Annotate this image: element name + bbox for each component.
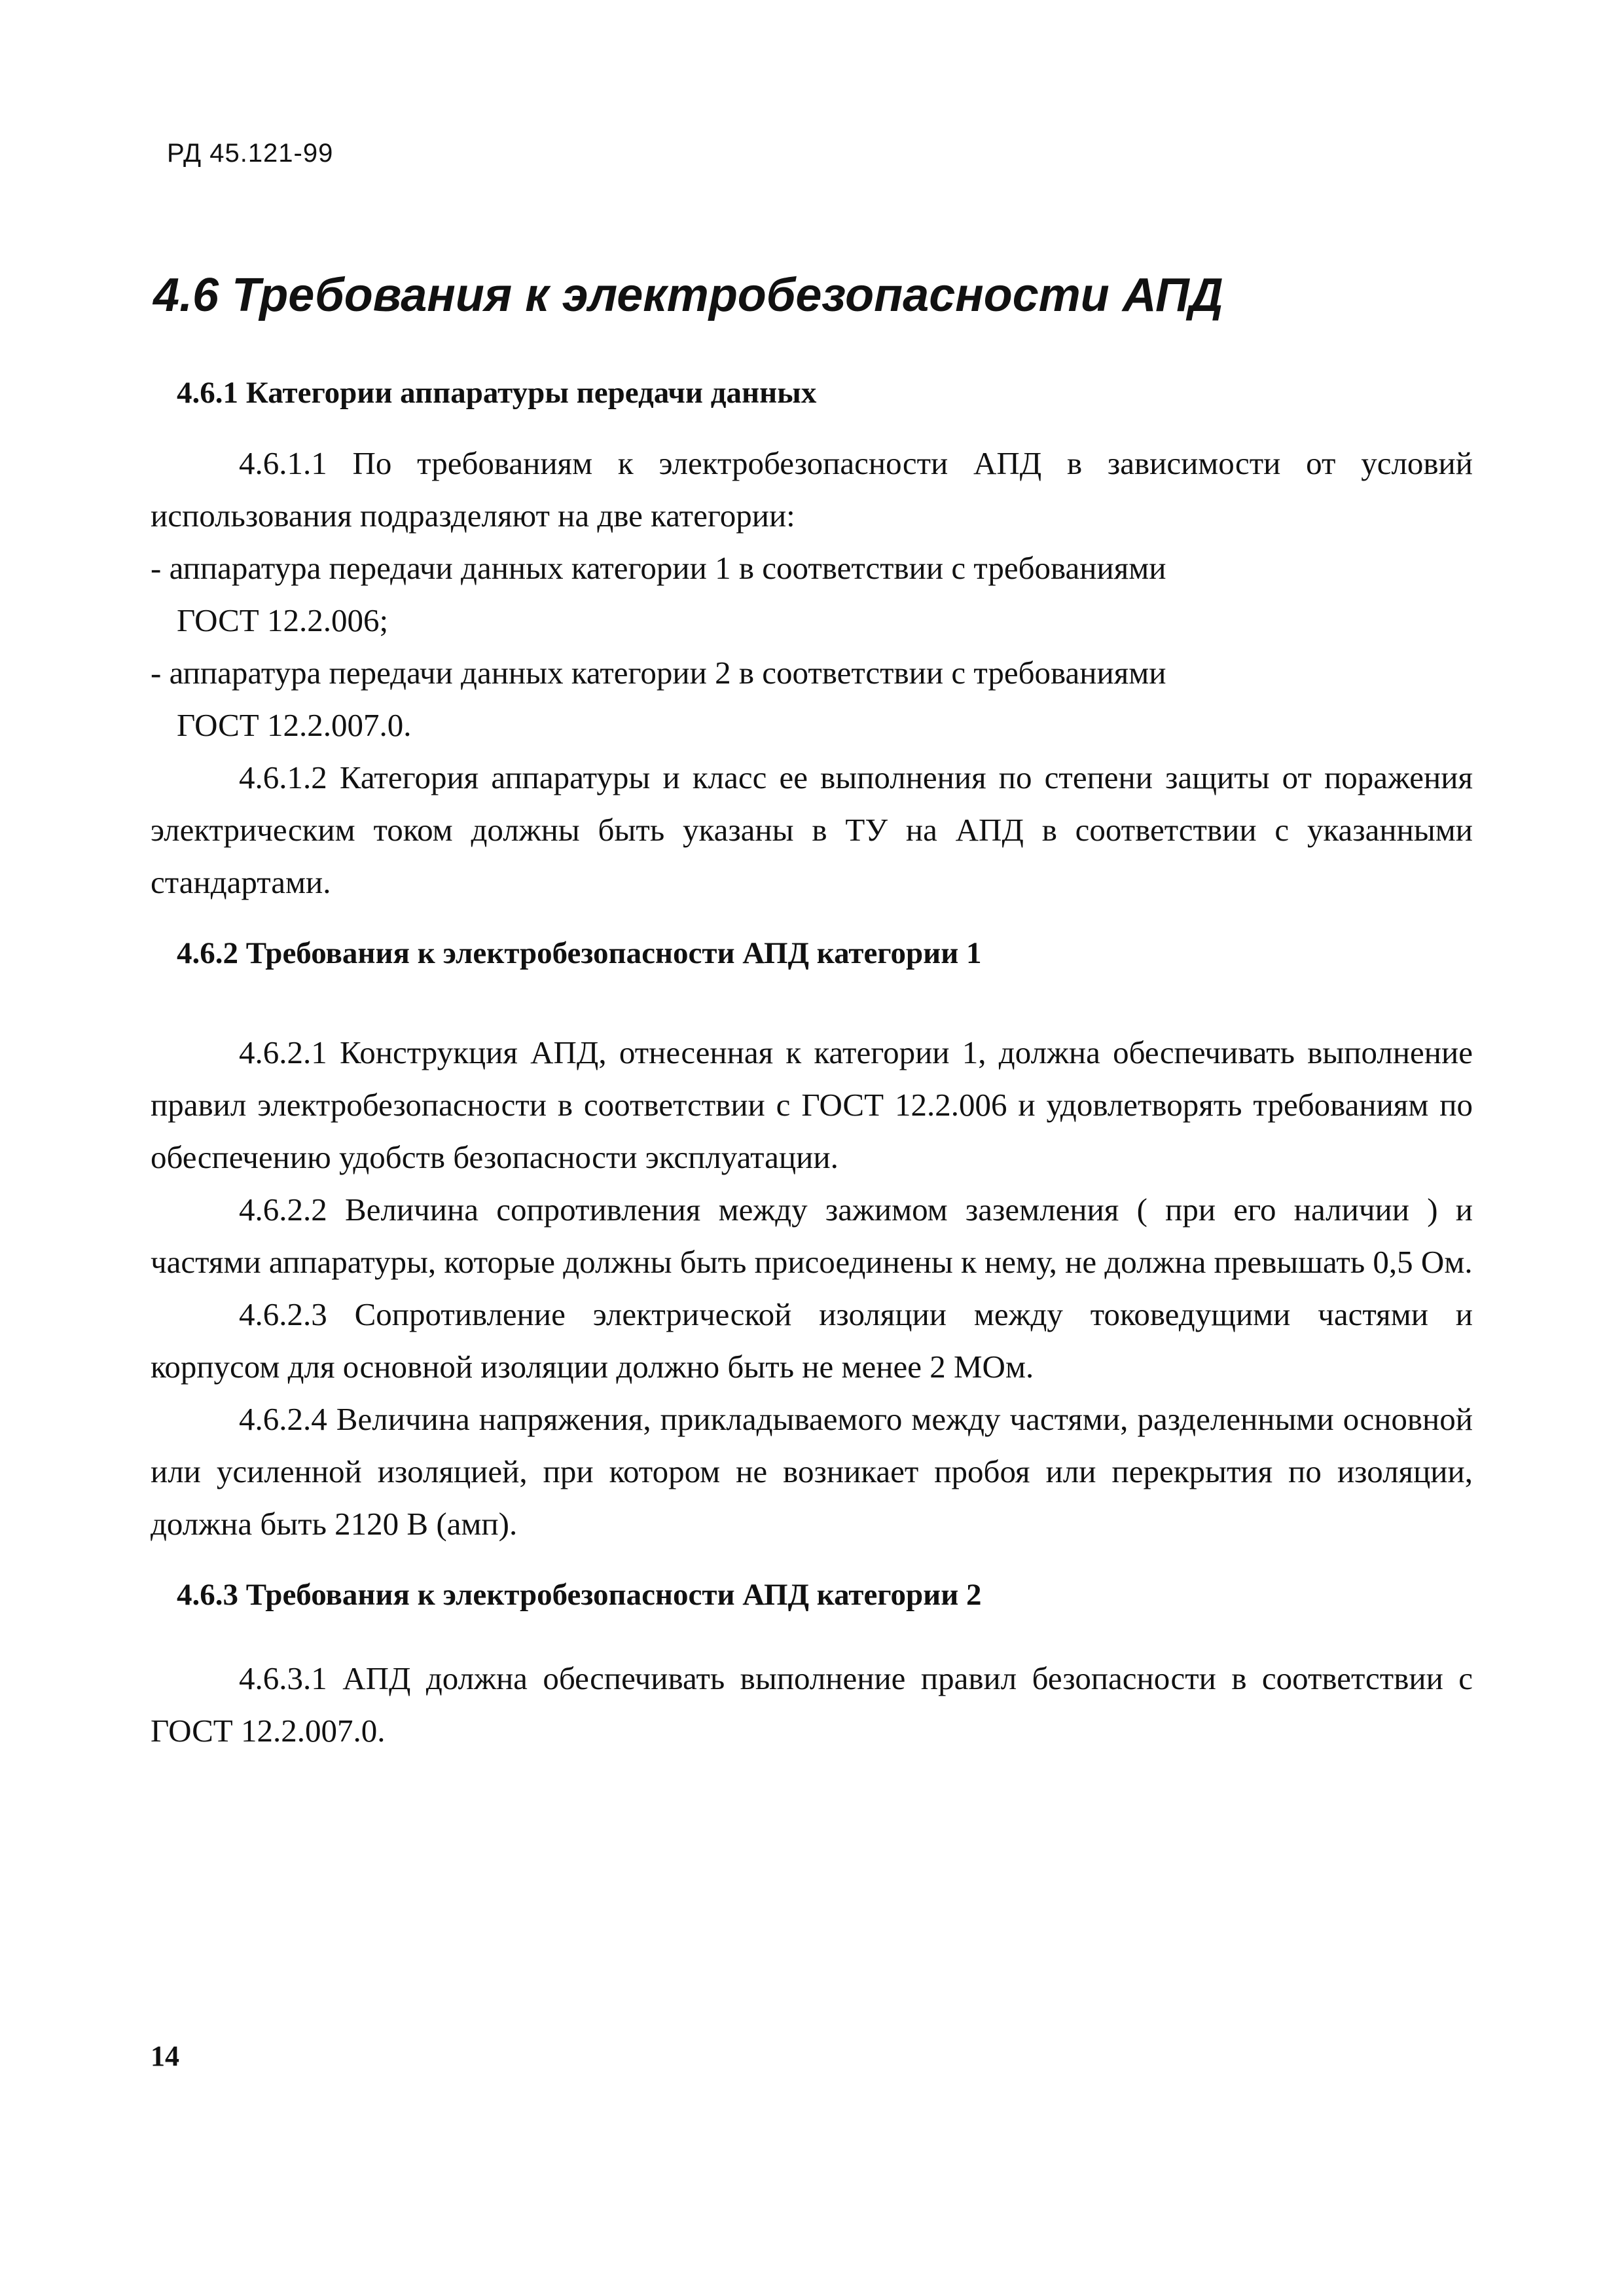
paragraph-4-6-2-3: 4.6.2.3 Сопротивление электрической изоляции между токоведущими частями и корпусом для основной изоляции должно быть не менее 2 МОм.	[151, 1296, 1473, 1385]
standard-reference: ГОСТ 12.2.007.0.	[177, 707, 412, 743]
paragraph-4-6-1-2: 4.6.1.2 Категория аппаратуры и класс ее выполнения по степени защиты от поражения электрическим током должны быть указаны в ТУ на АПД в соответствии с указанными стандартами.	[151, 759, 1473, 900]
subsection-heading-4-6-1: 4.6.1 Категории аппаратуры передачи данных	[177, 376, 817, 410]
subsection-heading-4-6-2: 4.6.2 Требования к электробезопасности АПД категории 1	[177, 936, 982, 970]
paragraph-4-6-2-4: 4.6.2.4 Величина напряжения, прикладываемого между частями, разделенными основной или усиленной изоляцией, при котором не возникает пробоя или перекрытия по изоляции, должна быть 2120 В (амп).	[151, 1401, 1473, 1542]
list-item-text: - аппаратура передачи данных категории 1 в соответствии с требованиями	[151, 550, 1166, 586]
list-item-text: - аппаратура передачи данных категории 2 в соответствии с требованиями	[151, 655, 1166, 691]
subsection-heading-4-6-3: 4.6.3 Требования к электробезопасности АПД категории 2	[177, 1578, 982, 1612]
list-item-category-2	[151, 647, 1473, 752]
standard-reference: ГОСТ 12.2.006;	[177, 602, 389, 638]
paragraph-4-6-2-2: 4.6.2.2 Величина сопротивления между зажимом заземления ( при его наличии ) и частями аппаратуры, которые должны быть присоединены к нему, не должна превышать 0,5 Ом.	[151, 1192, 1473, 1280]
document-code: РД 45.121-99	[167, 139, 334, 168]
paragraph-4-6-3-1: 4.6.3.1 АПД должна обеспечивать выполнение правил безопасности в соответствии с ГОСТ 12.2.007.0.	[151, 1660, 1473, 1749]
list-item-category-1	[151, 542, 1473, 647]
paragraph-4-6-1-1: 4.6.1.1 По требованиям к электробезопасности АПД в зависимости от условий использования подразделяют на две категории:	[151, 445, 1473, 534]
section-title: 4.6 Требования к электробезопасности АПД	[153, 269, 1223, 321]
document-body	[151, 367, 1473, 1757]
paragraph-4-6-2-1: 4.6.2.1 Конструкция АПД, отнесенная к категории 1, должна обеспечивать выполнение правил электробезопасности в соответствии с ГОСТ 12.2.006 и удовлетворять требованиям по обеспечению удобств безопасности эксплуатации.	[151, 1034, 1473, 1175]
page-number: 14	[151, 2040, 179, 2072]
